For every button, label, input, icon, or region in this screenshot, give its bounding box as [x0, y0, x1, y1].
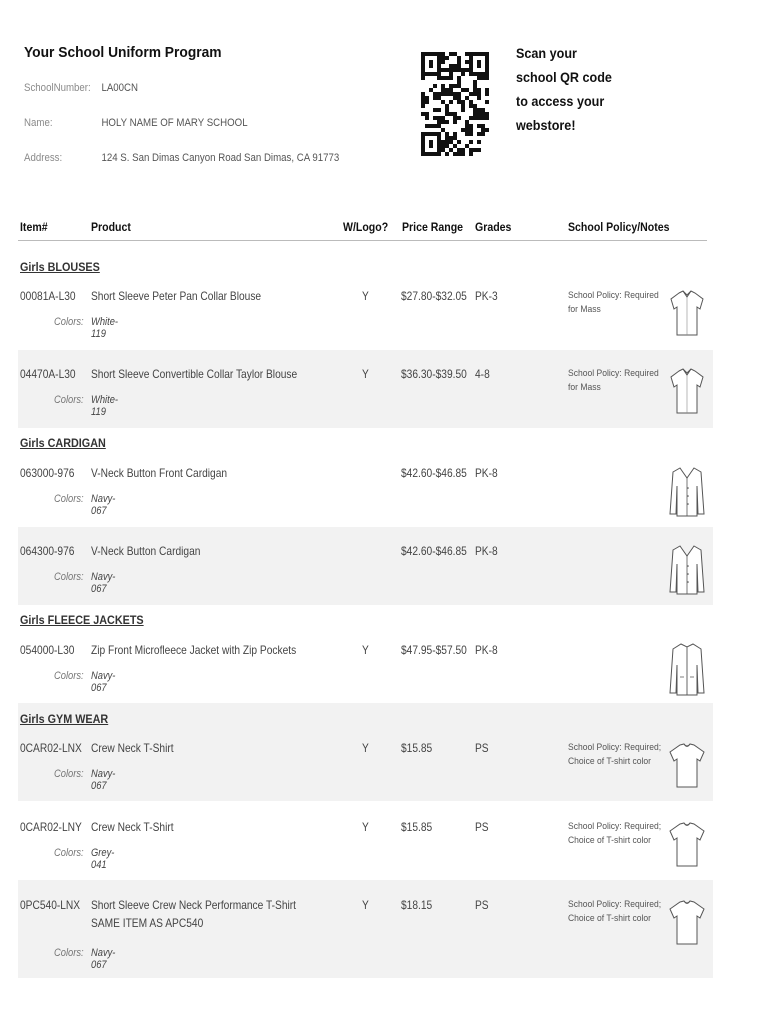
grades: 4-8	[475, 367, 490, 381]
colors-label: Colors:	[54, 670, 84, 682]
tshirt-icon[interactable]	[667, 896, 707, 952]
grades: PK-8	[475, 643, 498, 657]
program-title: Your School Uniform Program	[24, 44, 222, 61]
grades: PS	[475, 820, 489, 834]
tshirt-icon	[667, 818, 707, 874]
school-address-value: 124 S. San Dimas Canyon Road San Dimas, CA 91773	[101, 152, 340, 164]
product-name[interactable]: V-Neck Button Front Cardigan	[91, 466, 228, 480]
section-title: Girls FLEECE JACKETS	[20, 613, 144, 627]
product-name[interactable]: Crew Neck T-Shirt	[91, 820, 174, 834]
header-divider	[18, 240, 707, 241]
col-header-policy: School Policy/Notes	[568, 220, 670, 234]
price-range: $42.60-$46.85	[401, 466, 467, 480]
logo-flag: Y	[362, 741, 369, 755]
grades: PS	[475, 741, 489, 755]
tshirt-icon[interactable]	[667, 818, 707, 874]
price-range: $18.15	[401, 898, 433, 912]
logo-flag: Y	[362, 289, 369, 303]
colors-value: Navy-067	[91, 571, 116, 595]
scan-line: Scan your	[516, 45, 577, 61]
tshirt-icon	[667, 739, 707, 795]
colors-label: Colors:	[54, 768, 84, 780]
logo-flag: Y	[362, 820, 369, 834]
product-name[interactable]: Short Sleeve Crew Neck Performance T-Shirt SAME ITEM AS APC540	[91, 898, 297, 930]
policy-note: School Policy: Required; Choice of T-shirt color	[568, 899, 662, 924]
logo-flag: Y	[362, 643, 369, 657]
colors-value: Navy-067	[91, 493, 116, 517]
row-background	[18, 527, 713, 605]
price-range: $15.85	[401, 741, 433, 755]
school-number-value: LA00CN	[101, 82, 139, 94]
colors-label: Colors:	[54, 571, 84, 583]
col-header-grades: Grades	[475, 220, 512, 234]
price-range: $47.95-$57.50	[401, 643, 467, 657]
cardigan-icon[interactable]	[667, 542, 707, 598]
school-name-value: HOLY NAME OF MARY SCHOOL	[101, 117, 248, 129]
price-range: $27.80-$32.05	[401, 289, 467, 303]
colors-value: Navy-067	[91, 947, 116, 971]
blouse-icon[interactable]	[667, 365, 707, 421]
item-number: 063000-976	[20, 466, 75, 480]
logo-flag: Y	[362, 367, 369, 381]
blouse-icon	[667, 365, 707, 421]
tshirt-icon	[667, 896, 707, 952]
product-name[interactable]: Zip Front Microfleece Jacket with Zip Pockets	[91, 643, 297, 657]
item-number: 0PC540-LNX	[20, 898, 81, 912]
policy-note: School Policy: Required; Choice of T-shirt color	[568, 742, 662, 767]
scan-qr-text	[516, 44, 612, 140]
qr-code[interactable]	[421, 52, 489, 156]
col-header-logo: W/Logo?	[343, 220, 389, 234]
colors-value: Navy-067	[91, 670, 116, 694]
policy-note: School Policy: Required; Choice of T-shirt color	[568, 821, 662, 846]
colors-label: Colors:	[54, 394, 84, 406]
logo-flag: Y	[362, 898, 369, 912]
product-name[interactable]: Short Sleeve Peter Pan Collar Blouse	[91, 289, 262, 303]
school-name-label: Name:	[24, 117, 53, 129]
colors-value: Grey-041	[91, 847, 115, 871]
section-title: Girls CARDIGAN	[20, 436, 106, 450]
policy-note: School Policy: Required for Mass	[568, 290, 659, 315]
colors-label: Colors:	[54, 947, 84, 959]
jacket-icon	[667, 641, 707, 697]
colors-value: White-119	[91, 316, 119, 340]
policy-note: School Policy: Required for Mass	[568, 368, 659, 393]
col-header-price: Price Range	[402, 220, 464, 234]
school-number-label: SchoolNumber:	[24, 82, 91, 94]
grades: PK-8	[475, 466, 498, 480]
product-name[interactable]: V-Neck Button Cardigan	[91, 544, 201, 558]
grades: PK-3	[475, 289, 498, 303]
scan-line: webstore!	[516, 117, 576, 133]
col-header-item: Item#	[20, 220, 48, 234]
colors-value: White-119	[91, 394, 119, 418]
product-name[interactable]: Short Sleeve Convertible Collar Taylor Blouse	[91, 367, 298, 381]
school-number-row	[24, 82, 138, 94]
cardigan-icon[interactable]	[667, 464, 707, 520]
item-number: 04470A-L30	[20, 367, 76, 381]
school-address-row	[24, 152, 339, 164]
tshirt-icon[interactable]	[667, 739, 707, 795]
scan-line: school QR code	[516, 69, 612, 85]
grades: PK-8	[475, 544, 498, 558]
colors-label: Colors:	[54, 847, 84, 859]
item-number: 054000-L30	[20, 643, 75, 657]
colors-label: Colors:	[54, 493, 84, 505]
price-range: $15.85	[401, 820, 433, 834]
section-title: Girls GYM WEAR	[20, 712, 109, 726]
item-number: 00081A-L30	[20, 289, 76, 303]
price-range: $36.30-$39.50	[401, 367, 467, 381]
colors-label: Colors:	[54, 316, 84, 328]
price-range: $42.60-$46.85	[401, 544, 467, 558]
item-number: 0CAR02-LNX	[20, 741, 82, 755]
col-header-product: Product	[91, 220, 131, 234]
cardigan-icon	[667, 464, 707, 520]
product-name[interactable]: Crew Neck T-Shirt	[91, 741, 174, 755]
cardigan-icon	[667, 542, 707, 598]
blouse-icon	[667, 287, 707, 343]
colors-value: Navy-067	[91, 768, 116, 792]
item-number: 0CAR02-LNY	[20, 820, 82, 834]
grades: PS	[475, 898, 489, 912]
scan-line: to access your	[516, 93, 605, 109]
section-title: Girls BLOUSES	[20, 260, 100, 274]
item-number: 064300-976	[20, 544, 75, 558]
school-address-label: Address:	[24, 152, 63, 164]
school-name-row	[24, 117, 248, 129]
blouse-icon[interactable]	[667, 287, 707, 343]
jacket-icon[interactable]	[667, 641, 707, 697]
